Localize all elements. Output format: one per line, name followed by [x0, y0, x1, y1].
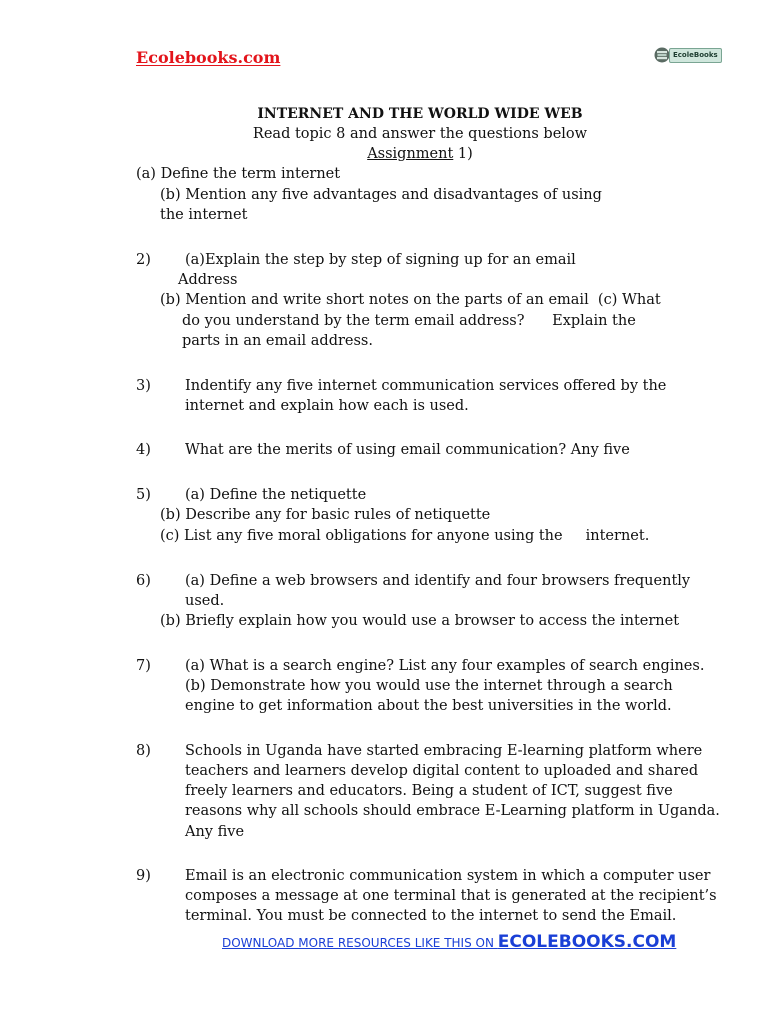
q8-line-4: reasons why all schools should embrace E-Learning platform in Uganda. — [185, 803, 720, 819]
footer-prefix: DOWNLOAD MORE RESOURCES LIKE THIS ON — [222, 936, 498, 950]
q9-line-3: terminal. You must be connected to the internet to send the Email. — [185, 908, 677, 924]
q5-part-b: (b) Describe any for basic rules of netiquette — [160, 507, 491, 523]
q1-part-a: (a) Define the term internet — [136, 166, 341, 182]
q7-part-b-cont: engine to get information about the best universities in the world. — [185, 698, 672, 714]
q6-part-a-cont: used. — [185, 593, 225, 609]
q5-part-c: (c) List any five moral obligations for anyone using the internet. — [160, 528, 650, 544]
document-title: INTERNET AND THE WORLD WIDE WEB — [257, 106, 583, 122]
assignment-label: Assignment — [367, 146, 454, 162]
q1-part-b: (b) Mention any five advantages and disadvantages of using — [160, 187, 602, 203]
q3-number: 3) — [136, 378, 151, 394]
q3-text-cont: internet and explain how each is used. — [185, 398, 469, 414]
instruction-text: Read topic 8 and answer the questions below — [252, 126, 588, 142]
q7-number: 7) — [136, 658, 151, 674]
assignment-heading — [0, 144, 768, 164]
ecolebooks-logo — [654, 46, 718, 66]
q4-text: What are the merits of using email communication? Any five — [185, 442, 630, 458]
q1-part-b-cont: the internet — [160, 207, 248, 223]
book-stack-icon — [654, 47, 670, 63]
footer-site: ECOLEBOOKS.COM — [497, 932, 677, 952]
q8-line-5: Any five — [185, 824, 245, 840]
q2-number: 2) — [136, 252, 151, 268]
brand-link[interactable]: Ecolebooks.com — [136, 48, 281, 67]
q6-part-a: (a) Define a web browsers and identify and four browsers frequently — [185, 573, 691, 589]
q4-number: 4) — [136, 442, 151, 458]
q6-number: 6) — [136, 573, 151, 589]
q6-part-b: (b) Briefly explain how you would use a browser to access the internet — [160, 613, 680, 629]
q7-part-b: (b) Demonstrate how you would use the internet through a search — [185, 678, 673, 694]
q5-number: 5) — [136, 487, 151, 503]
q8-line-3: freely learners and educators. Being a student of ICT, suggest five — [185, 783, 673, 799]
q3-text: Indentify any five internet communication services offered by the — [185, 378, 667, 394]
q9-number: 9) — [136, 868, 151, 884]
q2-part-b: (b) Mention and write short notes on the parts of an email (c) What — [160, 292, 661, 308]
q2-part-c: do you understand by the term email address? Explain the — [182, 313, 636, 329]
q7-part-a: (a) What is a search engine? List any four examples of search engines. — [185, 658, 705, 674]
q8-number: 8) — [136, 743, 151, 759]
q2-part-c-cont: parts in an email address. — [182, 333, 373, 349]
q8-line-2: teachers and learners develop digital content to uploaded and shared — [185, 763, 699, 779]
q9-line-2: composes a message at one terminal that is generated at the recipient’s — [185, 888, 717, 904]
download-resources-link[interactable] — [222, 932, 676, 952]
assignment-number: 1) — [453, 146, 473, 162]
q5-part-a: (a) Define the netiquette — [185, 487, 367, 503]
q2-part-a-cont: Address — [178, 272, 238, 288]
q8-line-1: Schools in Uganda have started embracing E-learning platform where — [185, 743, 703, 759]
q9-line-1: Email is an electronic communication system in which a computer user — [185, 868, 711, 884]
q2-part-a: (a)Explain the step by step of signing up for an email — [185, 252, 576, 268]
logo-text: EcoleBooks — [669, 48, 722, 63]
